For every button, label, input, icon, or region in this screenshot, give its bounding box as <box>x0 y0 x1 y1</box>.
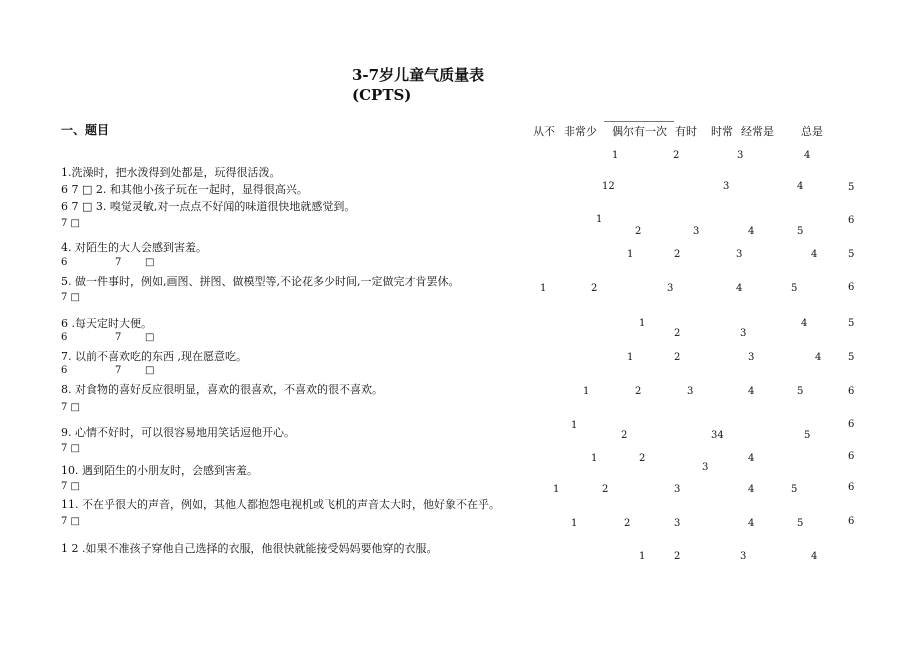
fragment-7-box: 7 □ <box>61 443 80 454</box>
header-underline <box>604 121 674 122</box>
fragment-7: 7 <box>115 365 122 376</box>
question-12: 1 2 .如果不准孩子穿他自己选择的衣服，他很快就能接受妈妈要他穿的衣服。 <box>61 542 438 555</box>
scale-number: 6 <box>848 386 855 397</box>
scale-number: 3 <box>740 328 747 339</box>
scale-number: 4 <box>736 283 743 294</box>
scale-number: 34 <box>711 430 724 441</box>
scale-number: 2 <box>673 150 680 161</box>
scale-number: 4 <box>815 352 822 363</box>
scale-number: 3 <box>674 484 681 495</box>
scale-number: 5 <box>797 226 804 237</box>
fragment-7-box: 7 □ <box>61 516 80 527</box>
scale-number: 4 <box>797 181 804 192</box>
scale-number: 2 <box>624 518 631 529</box>
section-heading: 一、题目 <box>61 123 110 137</box>
scale-number: 2 <box>591 283 598 294</box>
scale-number: 6 <box>848 215 855 226</box>
scale-number: 2 <box>635 386 642 397</box>
scale-label-occasionally: 偶尔有一次 <box>612 125 667 138</box>
question-7: 7. 以前不喜欢吃的东西 ,现在愿意吃。 <box>61 350 247 363</box>
question-6: 6 .每天定时大便。 <box>61 317 152 330</box>
page-title: 3-7岁儿童气质量表 <box>352 66 485 84</box>
scale-number: 4 <box>748 386 755 397</box>
question-11: 11. 不在乎很大的声音，例如，其他人都抱怨电视机或飞机的声音太大时，他好象不在乎。 <box>61 498 500 511</box>
scale-number: 4 <box>801 318 808 329</box>
scale-number: 12 <box>602 181 615 192</box>
scale-number: 3 <box>693 226 700 237</box>
scale-number: 5 <box>797 386 804 397</box>
scale-label-usually: 经常是 <box>741 125 774 138</box>
scale-number: 1 <box>596 214 603 225</box>
scale-number: 5 <box>791 283 798 294</box>
fragment-box: □ <box>145 257 155 268</box>
fragment-7: 7 <box>115 332 122 343</box>
scale-number: 1 <box>583 386 590 397</box>
scale-number: 1 <box>627 352 634 363</box>
question-8: 8. 对食物的喜好反应很明显，喜欢的很喜欢，不喜欢的很不喜欢。 <box>61 383 383 396</box>
fragment-7-box: 7 □ <box>61 402 80 413</box>
scale-number: 6 <box>848 516 855 527</box>
scale-label-never: 从不 <box>533 125 555 138</box>
scale-number: 3 <box>748 352 755 363</box>
scale-number: 1 <box>571 518 578 529</box>
scale-number: 1 <box>591 453 598 464</box>
scale-number: 4 <box>804 150 811 161</box>
scale-number: 3 <box>674 518 681 529</box>
scale-number: 4 <box>748 453 755 464</box>
scale-number: 6 <box>848 282 855 293</box>
scale-number: 3 <box>723 181 730 192</box>
scale-number: 2 <box>674 352 681 363</box>
fragment-6: 6 <box>61 257 68 268</box>
scale-number: 4 <box>748 484 755 495</box>
question-4: 4. 对陌生的大人会感到害羞。 <box>61 241 207 254</box>
scale-number: 1 <box>540 283 547 294</box>
question-3: 6 7 □ 3. 嗅觉灵敏,对一点点不好闻的味道很快地就感觉到。 <box>61 200 356 213</box>
question-2: 6 7 □ 2. 和其他小孩子玩在一起时，显得很高兴。 <box>61 183 308 196</box>
scale-number: 5 <box>848 318 855 329</box>
scale-number: 2 <box>674 551 681 562</box>
scale-number: 1 <box>571 420 578 431</box>
fragment-7-box: 7 □ <box>61 218 80 229</box>
scale-number: 5 <box>848 352 855 363</box>
question-5: 5. 做一件事时，例如,画图、拼图、做模型等,不论花多少时间,一定做完才肯罢休。 <box>61 275 460 288</box>
fragment-box: □ <box>145 365 155 376</box>
scale-number: 3 <box>740 551 747 562</box>
scale-number: 2 <box>602 484 609 495</box>
scale-number: 3 <box>737 150 744 161</box>
scale-number: 1 <box>612 150 619 161</box>
scale-number: 2 <box>674 328 681 339</box>
scale-number: 5 <box>791 484 798 495</box>
scale-number: 3 <box>736 249 743 260</box>
scale-number: 5 <box>848 249 855 260</box>
fragment-7: 7 <box>115 257 122 268</box>
scale-label-often: 时常 <box>711 125 733 138</box>
scale-number: 2 <box>621 430 628 441</box>
scale-label-always: 总是 <box>801 125 823 138</box>
question-1: 1.洗澡时，把水泼得到处都是，玩得很活泼。 <box>61 166 281 179</box>
fragment-7-box: 7 □ <box>61 292 80 303</box>
scale-number: 4 <box>748 518 755 529</box>
fragment-6: 6 <box>61 332 68 343</box>
scale-number: 5 <box>797 518 804 529</box>
fragment-box: □ <box>145 332 155 343</box>
scale-number: 3 <box>667 283 674 294</box>
scale-number: 2 <box>674 249 681 260</box>
scale-number: 4 <box>811 551 818 562</box>
scale-number: 6 <box>848 419 855 430</box>
scale-number: 6 <box>848 482 855 493</box>
scale-number: 2 <box>635 226 642 237</box>
scale-number: 1 <box>639 551 646 562</box>
fragment-7-box: 7 □ <box>61 481 80 492</box>
scale-label-sometimes: 有时 <box>675 125 697 138</box>
question-10: 10. 遇到陌生的小朋友时，会感到害羞。 <box>61 464 258 477</box>
scale-label-very-rarely: 非常少 <box>564 125 597 138</box>
fragment-6: 6 <box>61 365 68 376</box>
scale-number: 1 <box>553 484 560 495</box>
scale-number: 3 <box>687 386 694 397</box>
scale-number: 1 <box>639 318 646 329</box>
scale-number: 5 <box>804 430 811 441</box>
page-subtitle: (CPTS) <box>352 86 412 104</box>
scale-number: 1 <box>627 249 634 260</box>
scale-number: 3 <box>702 462 709 473</box>
scale-number: 2 <box>639 453 646 464</box>
question-9: 9. 心情不好时，可以很容易地用笑话逗他开心。 <box>61 426 295 439</box>
scale-number: 4 <box>748 226 755 237</box>
scale-number: 5 <box>848 182 855 193</box>
scale-number: 6 <box>848 451 855 462</box>
scale-number: 4 <box>811 249 818 260</box>
